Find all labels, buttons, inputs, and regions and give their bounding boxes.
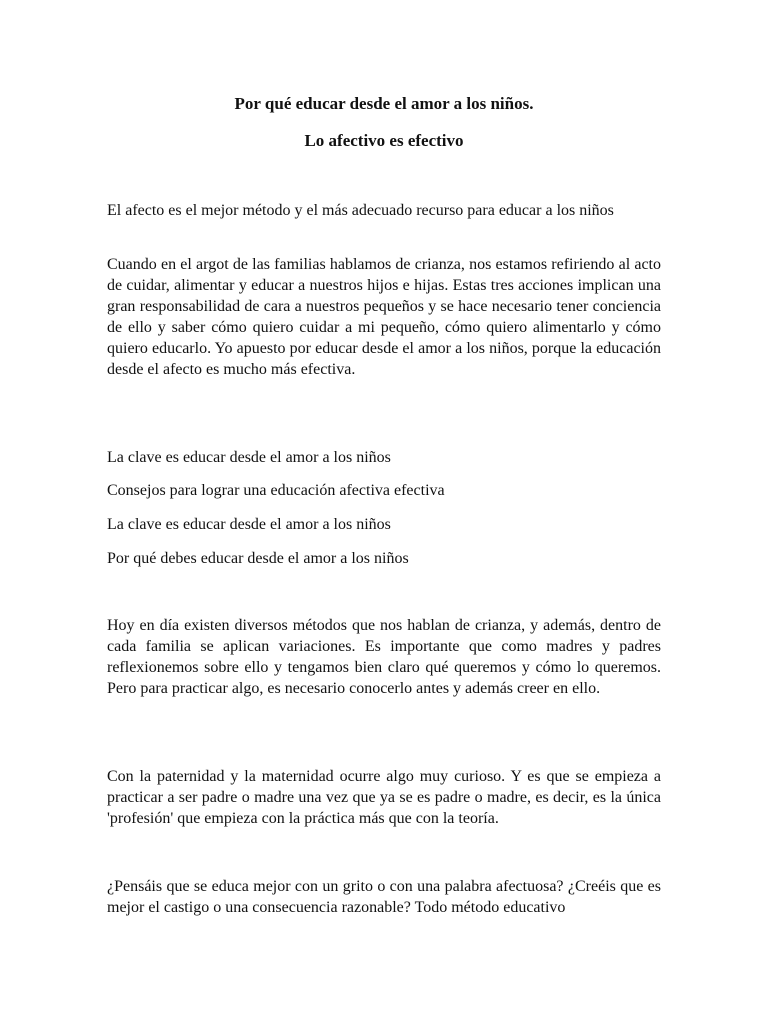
methods-paragraph: Hoy en día existen diversos métodos que nos hablan de crianza, y además, dentro de cada familia se aplican variaciones. Es importante que como madres y padres reflexionemos sobre ello y tengamos bien claro qué queremos y cómo lo queremos. Pero para practicar algo, es necesario conocerlo antes y además creer en ello. (107, 617, 661, 697)
section-heading: Por qué debes educar desde el amor a los niños (107, 550, 409, 567)
parenthood-paragraph: Con la paternidad y la maternidad ocurre algo muy curioso. Y es que se empieza a practicar a ser padre o madre una vez que ya se es padre o madre, es decir, es la única 'profesión' que empieza con la práctica más que con la teoría. (107, 768, 661, 827)
crianza-paragraph: Cuando en el argot de las familias hablamos de crianza, nos estamos refiriendo al acto de cuidar, alimentar y educar a nuestros hijos e hijas. Estas tres acciones implican una gran responsabilidad de cara a nuestros pequeños y se hace necesario tener conciencia de ello y saber cómo quiero cuidar a mi pequeño, cómo quiero alimentarlo y cómo quiero educarlo. Yo apuesto por educar desde el amor a los niños, porque la educación desde el afecto es mucho más efectiva. (107, 256, 661, 378)
intro-paragraph: El afecto es el mejor método y el más adecuado recurso para educar a los niños (107, 202, 614, 219)
section-heading: La clave es educar desde el amor a los niños (107, 449, 391, 466)
document-title: Por qué educar desde el amor a los niños. (234, 94, 534, 113)
questions-paragraph: ¿Pensáis que se educa mejor con un grito o con una palabra afectuosa? ¿Creéis que es mejor el castigo o una consecuencia razonable? Todo método educativo (107, 878, 661, 916)
section-heading: La clave es educar desde el amor a los niños (107, 516, 391, 533)
document-subtitle: Lo afectivo es efectivo (304, 131, 464, 150)
section-heading: Consejos para lograr una educación afectiva efectiva (107, 482, 445, 499)
